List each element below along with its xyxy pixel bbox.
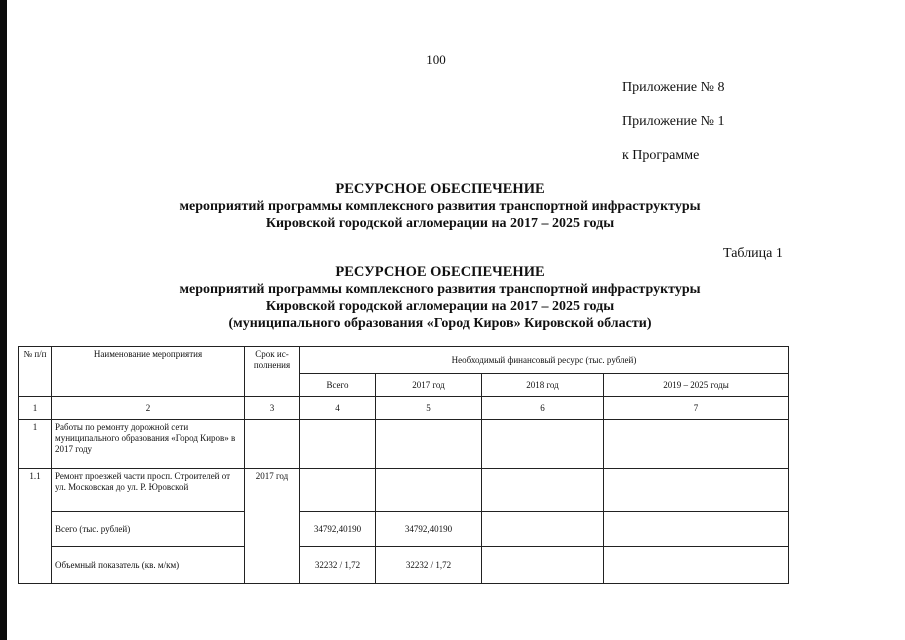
main-heading-title: РЕСУРСНОЕ ОБЕСПЕЧЕНИЕ [335,181,545,197]
row-2018 [482,420,604,469]
row-2018 [482,547,604,584]
appendix-line-2: Приложение № 1 [622,114,725,129]
table-heading [90,264,790,332]
row-2018 [482,469,604,512]
row-2019-2025 [604,547,789,584]
row-2019-2025 [604,512,789,547]
table-row [19,547,789,584]
row-term [245,420,300,469]
header-resource: Необходимый финансовый ресурс (тыс. рублей) [300,347,789,374]
table-header-row [19,347,789,374]
row-total: 34792,40190 [300,512,376,547]
column-number: 6 [482,397,604,420]
row-2017: 32232 / 1,72 [376,547,482,584]
column-number: 2 [52,397,245,420]
table-heading-line4: (муниципального образования «Город Киров» Кировской области) [228,316,652,331]
scan-edge-bar [0,0,7,640]
row-total: 32232 / 1,72 [300,547,376,584]
column-number: 5 [376,397,482,420]
table-row [19,512,789,547]
main-heading-line3: Кировской городской агломерации на 2017 – 2025 годы [265,216,615,231]
header-name: Наименование мероприятия [52,347,245,397]
resource-table [18,346,789,584]
row-2019-2025 [604,420,789,469]
appendix-line-1: Приложение № 8 [622,80,725,95]
header-total: Всего [300,374,376,397]
row-2019-2025 [604,469,789,512]
column-number: 1 [19,397,52,420]
main-heading-line2: мероприятий программы комплексного развития транспортной инфраструктуры [179,199,701,214]
header-2018: 2018 год [482,374,604,397]
row-term: 2017 год [245,469,300,584]
column-number: 4 [300,397,376,420]
page-number: 100 [426,52,446,67]
row-name: Работы по ремонту дорожной сети муниципального образования «Город Киров» в 2017 году [52,420,245,469]
row-2017 [376,469,482,512]
row-num: 1.1 [19,469,52,584]
column-number: 7 [604,397,789,420]
table-heading-title: РЕСУРСНОЕ ОБЕСПЕЧЕНИЕ [335,264,545,280]
row-2018 [482,512,604,547]
row-name: Объемный показатель (кв. м/км) [52,547,245,584]
header-num: № п/п [19,347,52,397]
row-num: 1 [19,420,52,469]
header-2019-2025: 2019 – 2025 годы [604,374,789,397]
row-2017 [376,420,482,469]
appendix-line-3: к Программе [622,148,700,163]
header-2017: 2017 год [376,374,482,397]
row-total [300,420,376,469]
table-heading-line3: Кировской городской агломерации на 2017 – 2025 годы [265,299,615,314]
table-row [19,420,789,469]
column-number-row [19,397,789,420]
row-name: Всего (тыс. рублей) [52,512,245,547]
header-term: Срок ис-полнения [245,347,300,397]
row-2017: 34792,40190 [376,512,482,547]
main-heading [90,181,790,232]
column-number: 3 [245,397,300,420]
table-row [19,469,789,512]
table-heading-line2: мероприятий программы комплексного развития транспортной инфраструктуры [179,282,701,297]
row-total [300,469,376,512]
table-label: Таблица 1 [723,246,783,261]
row-name: Ремонт проезжей части просп. Строителей от ул. Московская до ул. Р. Юровской [52,469,245,512]
